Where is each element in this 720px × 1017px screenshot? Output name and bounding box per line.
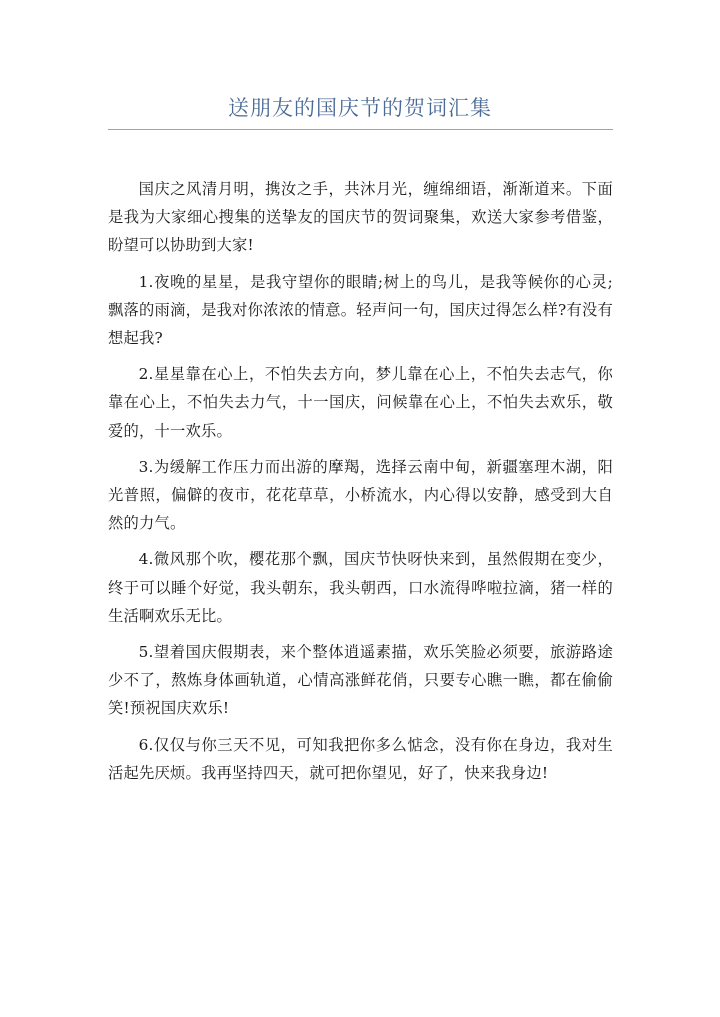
title-divider bbox=[108, 129, 613, 130]
paragraph-item-6: 6.仅仅与你三天不见，可知我把你多么惦念，没有你在身边，我对生活起先厌烦。我再坚持四天，就可把你望见，好了，快来我身边! bbox=[108, 735, 613, 782]
paragraph-item-2: 2.星星靠在心上，不怕失去方向，梦儿靠在心上，不怕失去志气，你靠在心上，不怕失去力气，十一国庆，问候靠在心上，不怕失去欢乐，敬爱的，十一欢乐。 bbox=[108, 365, 613, 440]
paragraph-item-5: 5.望着国庆假期表，来个整体逍遥素描，欢乐笑脸必须要，旅游路途少不了，熬炼身体画轨道，心情高涨鲜花俏，只要专心瞧一瞧，都在偷偷笑!预祝国庆欢乐! bbox=[108, 643, 613, 718]
page-title: 送朋友的国庆节的贺词汇集 bbox=[228, 96, 492, 120]
paragraph-item-4: 4.微风那个吹，樱花那个飘，国庆节快呀快来到，虽然假期在变少，终于可以睡个好觉，我头朝东，我头朝西，口水流得哗啦拉滴，猪一样的生活啊欢乐无比。 bbox=[108, 550, 613, 625]
document-body bbox=[108, 175, 613, 795]
paragraph-intro: 国庆之风清月明，携汝之手，共沐月光，缠绵细语，渐渐道来。下面是我为大家细心搜集的送挚友的国庆节的贺词聚集，欢送大家参考借鉴，盼望可以协助到大家! bbox=[108, 180, 613, 255]
paragraph-item-3: 3.为缓解工作压力而出游的摩羯，选择云南中甸，新疆塞理木湖，阳光普照，偏僻的夜市，花花草草，小桥流水，内心得以安静，感受到大自然的力气。 bbox=[108, 457, 613, 533]
paragraph-item-1: 1.夜晚的星星，是我守望你的眼睛;树上的鸟儿，是我等候你的心灵;飘落的雨滴，是我对你浓浓的情意。轻声问一句，国庆过得怎么样?有没有想起我? bbox=[108, 272, 613, 348]
